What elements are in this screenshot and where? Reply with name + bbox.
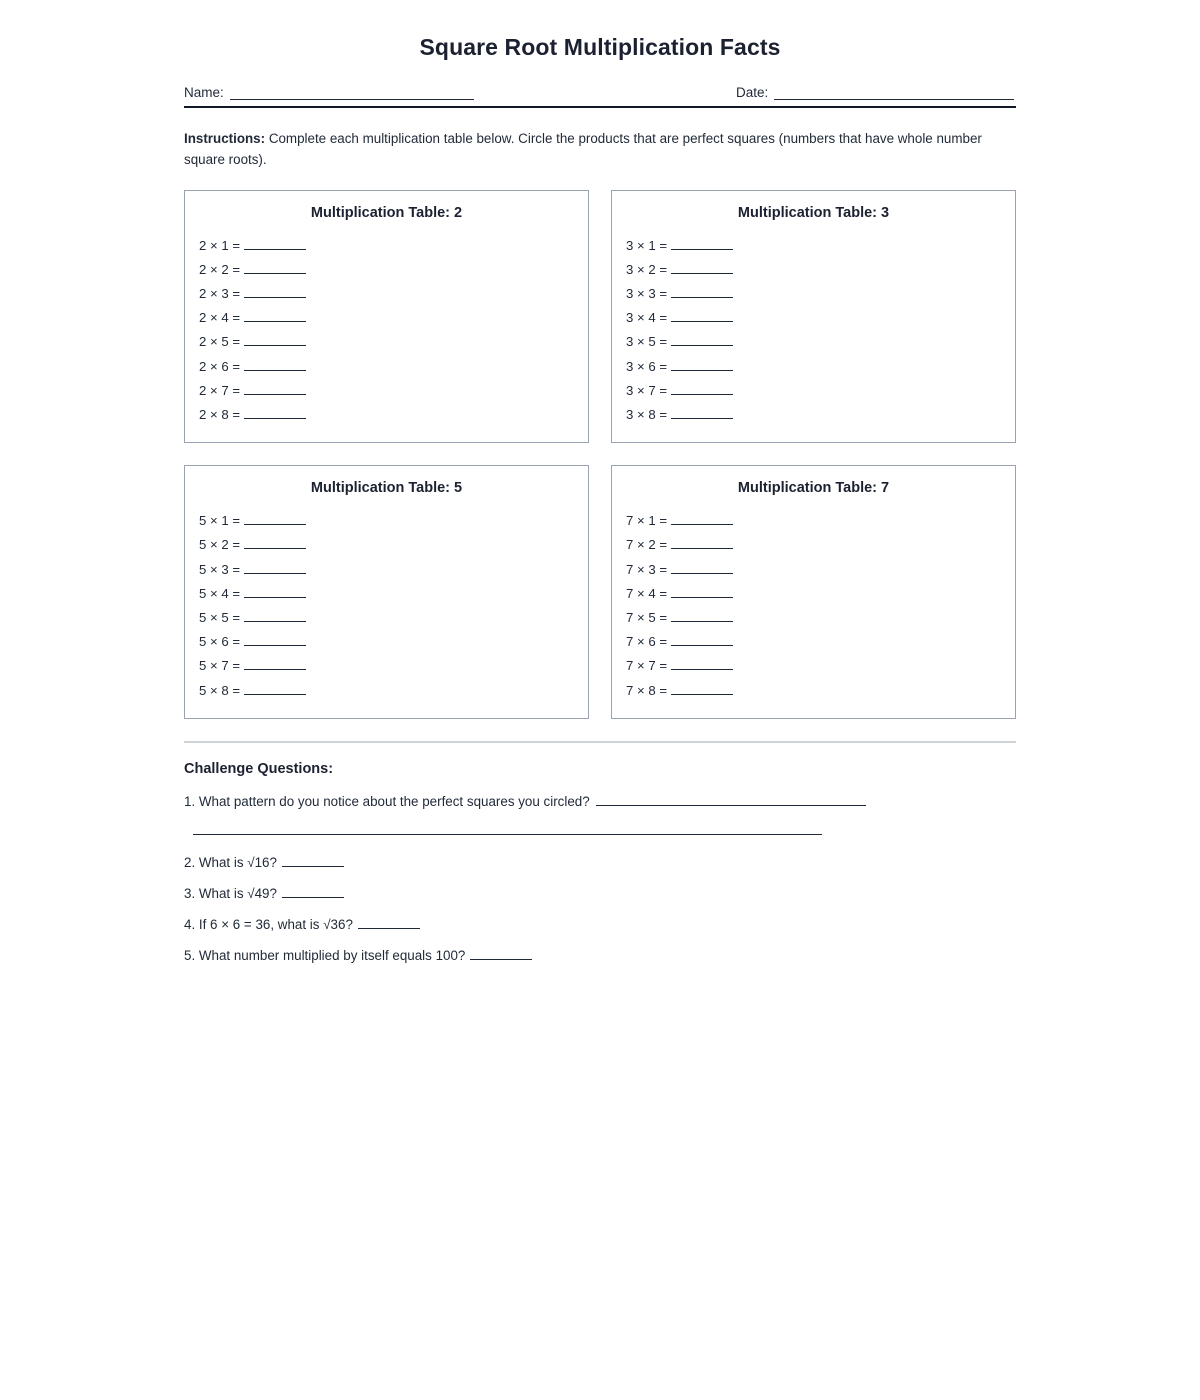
fact-expression: 7 × 4 =: [626, 585, 668, 601]
fact-row: [626, 678, 1015, 702]
fact-answer-blank[interactable]: [671, 286, 733, 298]
fact-answer-blank[interactable]: [244, 586, 306, 598]
fact-answer-blank[interactable]: [244, 359, 306, 371]
fact-answer-blank[interactable]: [671, 310, 733, 322]
fact-answer-blank[interactable]: [671, 634, 733, 646]
multiplication-table-card-7: [611, 465, 1016, 719]
fact-row: [199, 678, 588, 702]
fact-expression: 2 × 7 =: [199, 382, 241, 398]
question-text: 5. What number multiplied by itself equals 100?: [184, 947, 466, 963]
question-text: 2. What is √16?: [184, 854, 277, 870]
question-text: 1. What pattern do you notice about the perfect squares you circled?: [184, 793, 590, 809]
fact-expression: 7 × 6 =: [626, 634, 668, 650]
multiplication-table-card-3: [611, 190, 1016, 444]
fact-row: [199, 305, 588, 329]
fact-row: [626, 605, 1015, 629]
challenge-question-3: [184, 886, 1016, 901]
fact-expression: 7 × 2 =: [626, 537, 668, 553]
fact-answer-blank[interactable]: [244, 310, 306, 322]
fact-row: [626, 653, 1015, 677]
fact-expression: 3 × 6 =: [626, 358, 668, 374]
fact-answer-blank[interactable]: [671, 238, 733, 250]
fact-expression: 3 × 3 =: [626, 285, 668, 301]
table-title-7: Multiplication Table: 7: [737, 480, 890, 497]
fact-row: [199, 329, 588, 353]
fact-answer-blank[interactable]: [671, 383, 733, 395]
fact-expression: 5 × 8 =: [199, 682, 241, 698]
fact-expression: 2 × 3 =: [199, 285, 241, 301]
fact-row: [626, 305, 1015, 329]
fact-row: [199, 257, 588, 281]
fact-expression: 2 × 5 =: [199, 334, 241, 350]
fact-expression: 3 × 1 =: [626, 237, 668, 253]
fact-answer-blank[interactable]: [244, 610, 306, 622]
fact-row: [626, 532, 1015, 556]
fact-row: [626, 378, 1015, 402]
fact-expression: 5 × 1 =: [199, 513, 241, 529]
fact-row: [626, 629, 1015, 653]
fact-expression: 7 × 8 =: [626, 682, 668, 698]
fact-answer-blank[interactable]: [671, 359, 733, 371]
section-divider: [184, 741, 1016, 743]
date-label: Date:: [736, 85, 769, 100]
fact-list-7: [612, 508, 1015, 702]
fact-answer-blank[interactable]: [244, 683, 306, 695]
fact-expression: 3 × 4 =: [626, 310, 668, 326]
fact-answer-blank[interactable]: [244, 658, 306, 670]
fact-answer-blank[interactable]: [244, 537, 306, 549]
multiplication-table-card-2: [184, 190, 589, 444]
challenge-question-5: [184, 948, 1016, 963]
fact-expression: 5 × 7 =: [199, 658, 241, 674]
fact-expression: 3 × 2 =: [626, 261, 668, 277]
table-title-2: Multiplication Table: 2: [310, 204, 463, 221]
fact-row: [199, 629, 588, 653]
fact-expression: 5 × 5 =: [199, 609, 241, 625]
name-date-row: [184, 85, 1016, 108]
fact-expression: 2 × 6 =: [199, 358, 241, 374]
fact-expression: 2 × 4 =: [199, 310, 241, 326]
fact-answer-blank[interactable]: [671, 334, 733, 346]
fact-row: [626, 257, 1015, 281]
fact-expression: 7 × 5 =: [626, 609, 668, 625]
instructions-text: [184, 129, 984, 171]
fact-row: [199, 281, 588, 305]
date-input-line[interactable]: [774, 86, 1014, 100]
multiplication-table-card-5: [184, 465, 589, 719]
fact-expression: 3 × 7 =: [626, 382, 668, 398]
fact-answer-blank[interactable]: [244, 286, 306, 298]
fact-row: [199, 508, 588, 532]
name-input-line[interactable]: [230, 86, 474, 100]
fact-row: [626, 329, 1015, 353]
fact-expression: 3 × 5 =: [626, 334, 668, 350]
fact-answer-blank[interactable]: [244, 238, 306, 250]
fact-row: [199, 557, 588, 581]
fact-row: [199, 605, 588, 629]
fact-expression: 7 × 1 =: [626, 513, 668, 529]
fact-list-2: [185, 233, 588, 427]
multiplication-tables-grid: [184, 190, 1016, 719]
fact-expression: 2 × 8 =: [199, 406, 241, 422]
fact-answer-blank[interactable]: [244, 334, 306, 346]
page-title: Square Root Multiplication Facts: [419, 34, 781, 60]
question-text: 4. If 6 × 6 = 36, what is √36?: [184, 916, 353, 932]
fact-answer-blank[interactable]: [671, 610, 733, 622]
fact-expression: 3 × 8 =: [626, 406, 668, 422]
question-answer-blank[interactable]: [470, 948, 532, 960]
fact-row: [199, 532, 588, 556]
fact-expression: 5 × 6 =: [199, 634, 241, 650]
question-answer-blank[interactable]: [282, 855, 344, 867]
question-answer-blank[interactable]: [596, 793, 866, 806]
fact-answer-blank[interactable]: [671, 562, 733, 574]
name-field-group: [184, 85, 584, 100]
fact-answer-blank[interactable]: [244, 407, 306, 419]
fact-row: [199, 402, 588, 426]
fact-row: [626, 354, 1015, 378]
fact-answer-blank[interactable]: [244, 383, 306, 395]
fact-expression: 5 × 3 =: [199, 561, 241, 577]
fact-answer-blank[interactable]: [671, 683, 733, 695]
fact-expression: 7 × 7 =: [626, 658, 668, 674]
question-answer-blank[interactable]: [282, 886, 344, 898]
fact-row: [199, 378, 588, 402]
fact-expression: 5 × 2 =: [199, 537, 241, 553]
fact-answer-blank[interactable]: [671, 658, 733, 670]
fact-row: [626, 233, 1015, 257]
fact-answer-blank[interactable]: [244, 513, 306, 525]
table-title-5: Multiplication Table: 5: [310, 480, 463, 497]
fact-expression: 7 × 3 =: [626, 561, 668, 577]
name-label: Name:: [184, 85, 224, 100]
fact-row: [199, 653, 588, 677]
table-title-3: Multiplication Table: 3: [737, 204, 890, 221]
fact-list-5: [185, 508, 588, 702]
fact-answer-blank[interactable]: [244, 634, 306, 646]
fact-row: [626, 281, 1015, 305]
question-answer-blank[interactable]: [358, 917, 420, 929]
challenge-question-4: [184, 917, 1016, 932]
fact-row: [626, 581, 1015, 605]
fact-answer-blank[interactable]: [671, 586, 733, 598]
fact-row: [199, 354, 588, 378]
fact-row: [626, 557, 1015, 581]
instructions-body: Complete each multiplication table below. Circle the products that are perfect squares (numbers that have whole number square roots).: [184, 131, 982, 167]
fact-expression: 5 × 4 =: [199, 585, 241, 601]
fact-row: [626, 508, 1015, 532]
fact-answer-blank[interactable]: [244, 562, 306, 574]
question-answer-continuation-line[interactable]: [193, 821, 822, 835]
fact-row: [199, 233, 588, 257]
fact-answer-blank[interactable]: [671, 537, 733, 549]
fact-row: [626, 402, 1015, 426]
challenge-question-2: [184, 855, 1016, 870]
fact-row: [199, 581, 588, 605]
fact-answer-blank[interactable]: [671, 407, 733, 419]
worksheet-content: [184, 0, 1016, 963]
fact-list-3: [612, 233, 1015, 427]
challenge-question-1: [184, 793, 1016, 809]
fact-expression: 2 × 2 =: [199, 261, 241, 277]
question-text: 3. What is √49?: [184, 885, 277, 901]
challenge-questions-heading: Challenge Questions:: [184, 760, 334, 777]
fact-answer-blank[interactable]: [244, 262, 306, 274]
date-field-group: [584, 85, 1016, 100]
fact-answer-blank[interactable]: [671, 262, 733, 274]
instructions-label: Instructions:: [184, 131, 266, 146]
fact-answer-blank[interactable]: [671, 513, 733, 525]
fact-expression: 2 × 1 =: [199, 237, 241, 253]
